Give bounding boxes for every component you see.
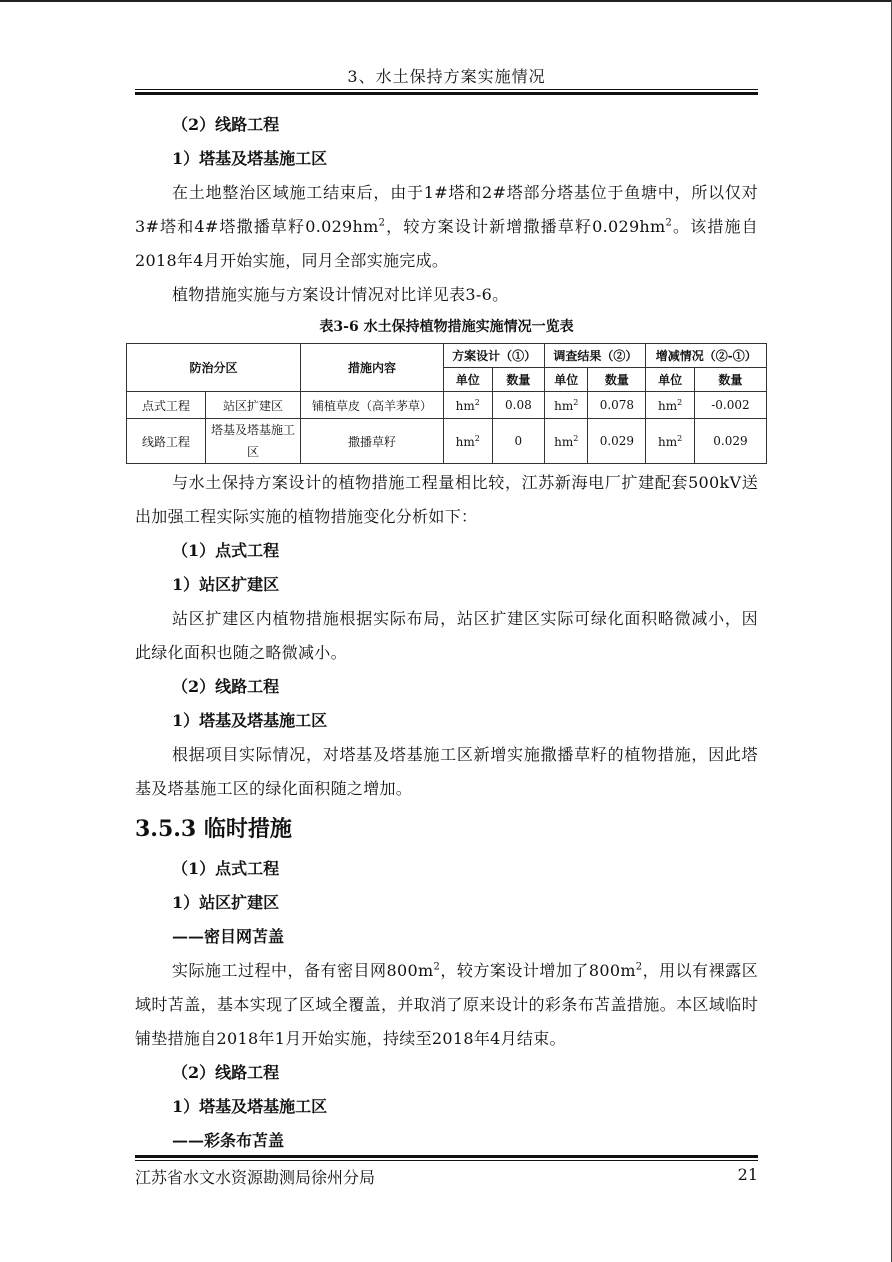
subheader-cell: 数量 [588,368,646,392]
cell-value: 0.029 [713,434,748,448]
header-rule-thick [135,92,758,95]
cell-superscript: 2 [677,397,683,407]
paragraph-text: ，较方案设计新增撒播草籽0.029hm [385,217,666,236]
paragraph-text: 实际施工过程中，备有密目网800m [172,961,434,980]
superscript: 2 [665,217,673,229]
table-cell [588,392,646,419]
cell-value: hm [554,434,574,449]
table-row [127,392,767,419]
table-cell [646,392,694,419]
header-plan: 方案设计（①） [444,344,545,368]
row-project: 线路工程 [127,419,206,464]
cell-value: -0.002 [711,398,750,412]
row-measure: 撒播草籽 [301,419,444,464]
paragraph [135,954,758,1056]
subheading: ——密目网苫盖 [172,927,285,946]
table-cell [545,392,588,419]
cell-value: 0.029 [599,434,635,448]
paragraph-text: 植物措施实施与方案设计情况对比详见表3-6。 [172,285,509,304]
superscript: 2 [635,961,643,973]
cell-value: 0.08 [505,398,532,412]
table-cell [444,392,493,419]
paragraph [135,602,758,670]
subheading: （2）线路工程 [172,1063,280,1082]
paragraph-text: ，用以有裸露区域时苫盖，基本实现了区域全覆盖，并取消了原来设计的彩条布苫盖措施。本区域临时铺垫措施自2018年1月开始实施，持续至2018年4月结束。 [135,961,758,1048]
row-area: 站区扩建区 [206,392,301,419]
cell-value: 0.078 [599,398,635,412]
paragraph-text: 与水土保持方案设计的植物措施工程量相比较，江苏新海电厂扩建配套500kV送出加强工程实际实施的植物措施变化分析如下： [135,473,758,526]
paragraph-text: ，较方案设计增加了800m [440,961,636,980]
subheading: （2）线路工程 [172,115,280,134]
subheading: （2）线路工程 [172,677,280,696]
cell-value: hm [455,434,475,449]
table-cell [694,419,766,464]
paragraph-text: 在土地整治区域施工结束后，由于1#塔和2#塔部分塔基位于鱼塘中，所以仅对3#塔和4#塔撒播草籽0.029hm [135,183,758,236]
paragraph [135,466,758,534]
header-zone: 防治分区 [127,344,301,392]
header-measure: 措施内容 [301,344,444,392]
subheading: 1）站区扩建区 [172,893,280,912]
cell-value: hm [554,398,574,413]
cell-value: hm [455,398,475,413]
table-cell [646,419,694,464]
document-body [135,108,758,1158]
header-change: 增减情况（②-①） [646,344,767,368]
row-project: 点式工程 [127,392,206,419]
footer-organization: 江苏省水文水资源勘测局徐州分局 [135,1168,376,1187]
paragraph-text: 根据项目实际情况，对塔基及塔基施工区新增实施撒播草籽的植物措施，因此塔基及塔基施工区的绿化面积随之增加。 [135,745,758,798]
paragraph-text: 。该措施自2018年4月开始实施，同月全部实施完成。 [135,217,758,270]
footer-rule-thick [135,1155,758,1158]
table-row [127,419,767,464]
cell-superscript: 2 [677,433,683,443]
subheader-cell: 单位 [444,368,493,392]
table-cell [588,419,646,464]
subheader-cell: 单位 [545,368,588,392]
table-header-row [127,344,767,368]
subheading: 1）塔基及塔基施工区 [172,711,328,730]
subheader-cell: 数量 [694,368,766,392]
section-heading: 3.5.3 临时措施 [135,816,292,842]
table-caption: 表3-6 水土保持植物措施实施情况一览表 [319,319,574,335]
table-cell [444,419,493,464]
cell-superscript: 2 [573,433,579,443]
table-wrapper [135,343,758,464]
table-cell [545,419,588,464]
paragraph [135,176,758,278]
row-area: 塔基及塔基施工区 [206,419,301,464]
subheading: 1）塔基及塔基施工区 [172,1097,328,1116]
superscript: 2 [433,961,441,973]
cell-superscript: 2 [474,397,480,407]
page-top-border [0,0,892,2]
subheading: ——彩条布苫盖 [172,1131,285,1150]
table-cell [492,392,545,419]
table-cell [694,392,766,419]
cell-value: hm [658,398,678,413]
paragraph-text: 站区扩建区内植物措施根据实际布局，站区扩建区实际可绿化面积略微减小，因此绿化面积也随之略微减小。 [135,609,758,662]
page-number: 21 [737,1165,758,1184]
paragraph [135,278,758,312]
paragraph [135,738,758,806]
table-cell [492,419,545,464]
running-header-title: 3、水土保持方案实施情况 [347,67,546,86]
superscript: 2 [378,217,386,229]
subheading: 1）塔基及塔基施工区 [172,149,328,168]
plant-measures-table [126,343,767,464]
cell-value: hm [658,434,678,449]
subheading: 1）站区扩建区 [172,575,280,594]
subheader-cell: 单位 [646,368,694,392]
cell-superscript: 2 [573,397,579,407]
cell-value: 0 [514,434,523,448]
header-survey: 调查结果（②） [545,344,646,368]
subheading: （1）点式工程 [172,859,280,878]
footer-rule-thin [135,1160,758,1161]
cell-superscript: 2 [474,433,480,443]
header-rule-thin [135,89,758,90]
subheading: （1）点式工程 [172,541,280,560]
subheader-cell: 数量 [492,368,545,392]
row-measure: 铺植草皮（高羊茅草） [301,392,444,419]
